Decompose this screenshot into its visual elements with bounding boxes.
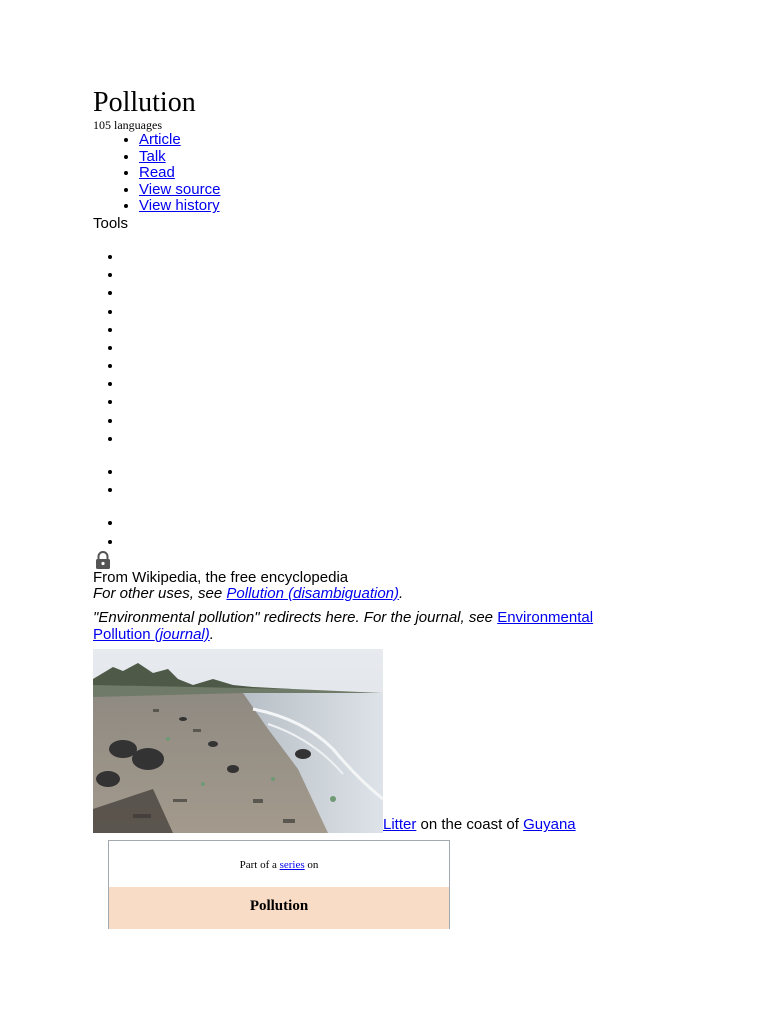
list-item bbox=[123, 375, 653, 393]
infobox-header: Pollution bbox=[109, 887, 449, 929]
list-item bbox=[123, 284, 653, 302]
tools-menu[interactable]: Tools bbox=[93, 214, 129, 232]
tagline: From Wikipedia, the free encyclopedia bbox=[93, 568, 349, 586]
list-item bbox=[123, 481, 653, 499]
hatnote-text: . bbox=[209, 625, 214, 643]
hatnote-text: . bbox=[399, 584, 404, 602]
tools-list-2 bbox=[93, 463, 653, 499]
hatnote-redirect bbox=[93, 610, 653, 643]
infobox bbox=[108, 840, 450, 929]
lock-icon bbox=[93, 551, 113, 569]
list-item bbox=[123, 463, 653, 481]
list-item bbox=[123, 339, 653, 357]
figure bbox=[93, 649, 653, 833]
tab-view-history-link[interactable]: View history bbox=[139, 197, 220, 215]
list-item bbox=[123, 266, 653, 284]
tools-list bbox=[93, 248, 653, 448]
journal-link-text: Environmental Pollution bbox=[93, 609, 594, 643]
language-count[interactable]: 105 languages bbox=[93, 118, 162, 132]
tab-read-link[interactable]: Read bbox=[139, 164, 175, 182]
guyana-link[interactable]: Guyana bbox=[523, 816, 576, 834]
infobox-text: on bbox=[304, 859, 319, 871]
list-item bbox=[123, 248, 653, 266]
journal-link-italic: (journal) bbox=[154, 625, 210, 643]
tab-article bbox=[139, 132, 653, 149]
tab-view-source bbox=[139, 182, 653, 199]
article-content bbox=[93, 88, 653, 833]
infobox-text: Part of a bbox=[239, 859, 280, 871]
disambiguation-link[interactable]: Pollution (disambiguation) bbox=[226, 584, 400, 602]
list-item bbox=[123, 393, 653, 411]
beach-litter-image[interactable] bbox=[93, 649, 383, 833]
page-tabs bbox=[93, 132, 653, 215]
list-item bbox=[123, 533, 653, 551]
tab-article-link[interactable]: Article bbox=[139, 131, 181, 148]
series-link[interactable]: series bbox=[279, 859, 305, 871]
litter-link[interactable]: Litter bbox=[383, 816, 417, 834]
tab-view-source-link[interactable]: View source bbox=[139, 180, 221, 198]
hatnote-disambiguation bbox=[93, 586, 653, 603]
hatnote-text: "Environmental pollution" redirects here. For the journal, see bbox=[93, 609, 498, 627]
caption-text: on the coast of bbox=[416, 816, 524, 834]
tab-read bbox=[139, 165, 653, 182]
tab-talk-link[interactable]: Talk bbox=[139, 147, 166, 165]
infobox-series-line bbox=[109, 841, 449, 887]
tools-list-3 bbox=[93, 514, 653, 550]
list-item bbox=[123, 514, 653, 532]
page-title: Pollution bbox=[93, 87, 196, 118]
tab-talk bbox=[139, 149, 653, 166]
list-item bbox=[123, 321, 653, 339]
list-item bbox=[123, 412, 653, 430]
list-item bbox=[123, 303, 653, 321]
list-item bbox=[123, 357, 653, 375]
list-item bbox=[123, 430, 653, 448]
hatnote-text: For other uses, see bbox=[93, 584, 227, 602]
tab-view-history bbox=[139, 198, 653, 215]
